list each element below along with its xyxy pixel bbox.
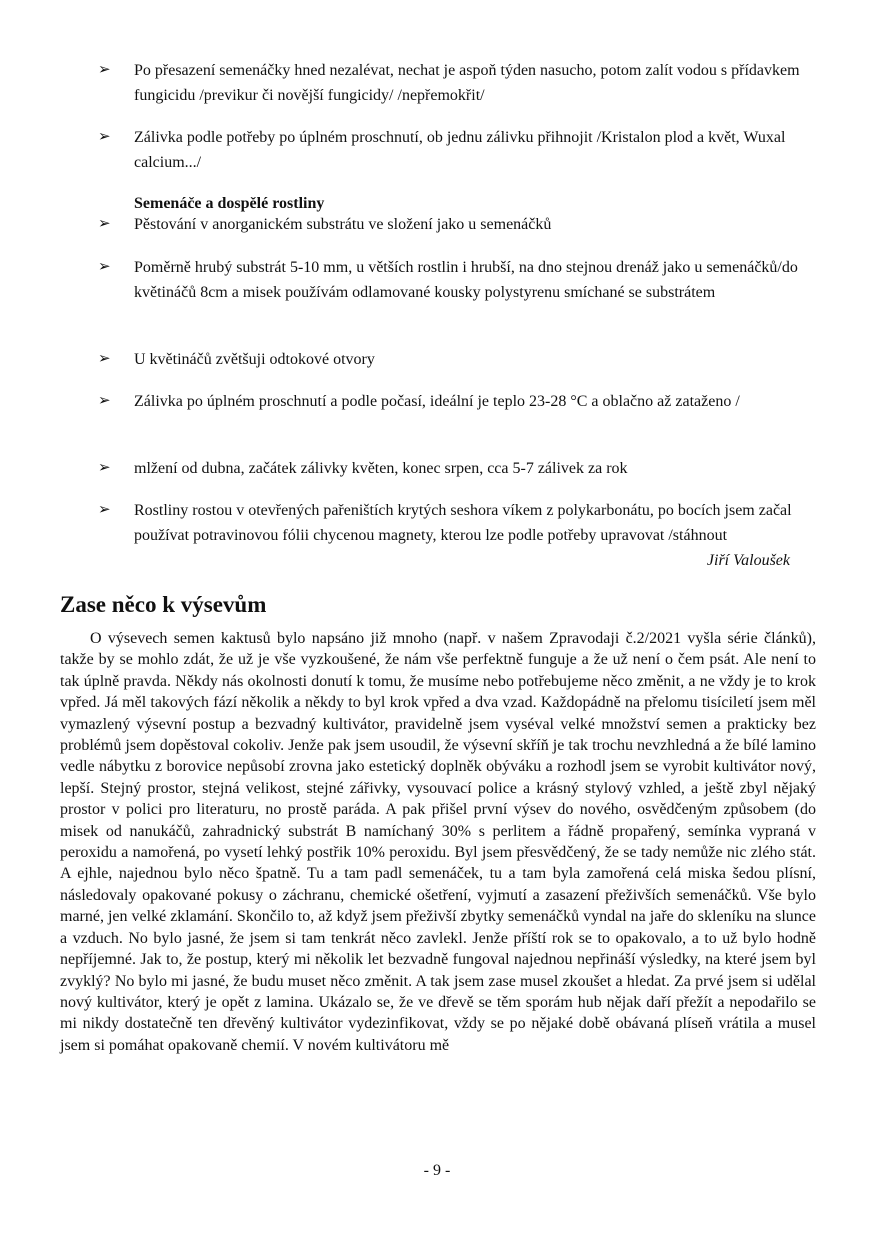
list-item [98, 125, 818, 175]
section-title: Zase něco k výsevům [60, 592, 267, 617]
page-number: - 9 - [423, 1162, 451, 1179]
arrow-bullet-icon: ➢ [98, 62, 111, 78]
arrow-bullet-icon: ➢ [98, 259, 111, 275]
list-item [98, 389, 818, 414]
list-item-text: Pěstování v anorganickém substrátu ve složení jako u semenáčků [134, 216, 552, 233]
list-item-text: Poměrně hrubý substrát 5-10 mm, u větších rostlin i hrubší, na dno stejnou drenáž jako u semenáčků/do květináčů 8cm a misek používám odlamované kousky polystyrenu smíchané se substrátem [134, 259, 798, 301]
arrow-bullet-icon: ➢ [98, 129, 111, 145]
author-signature: Jiří Valoušek [706, 552, 790, 569]
list-item-text: Zálivka podle potřeby po úplném proschnutí, ob jednu zálivku přihnojit /Kristalon plod a květ, Wuxal calcium.../ [134, 129, 786, 171]
arrow-bullet-icon: ➢ [98, 460, 111, 476]
list-item-text: U květináčů zvětšuji odtokové otvory [134, 351, 375, 368]
list-item [98, 255, 818, 305]
list-item-text: mlžení od dubna, začátek zálivky květen, konec srpen, cca 5-7 zálivek za rok [134, 460, 628, 477]
list-item [98, 456, 818, 481]
arrow-bullet-icon: ➢ [98, 502, 111, 518]
arrow-bullet-icon: ➢ [98, 216, 111, 232]
list-item-body: Rostliny rostou v otevřených pařeništích krytých seshora víkem z polykarbonátu, po bocích jsem začal používat potravinovou fólii chycenou magnety, kterou lze podle potřeby upravovat /stáhnout [134, 502, 792, 544]
list-item [98, 58, 818, 108]
arrow-bullet-icon: ➢ [98, 351, 111, 367]
list-item [98, 347, 818, 372]
list-item [98, 498, 818, 573]
arrow-bullet-icon: ➢ [98, 393, 111, 409]
list-item-text: Po přesazení semenáčky hned nezalévat, nechat je aspoň týden nasucho, potom zalít vodou s přídavkem fungicidu /previkur či novější fungicidy/ /nepřemokřit/ [134, 62, 800, 104]
subheading: Semenáče a dospělé rostliny [134, 195, 325, 212]
article-paragraph: O výsevech semen kaktusů bylo napsáno již mnoho (např. v našem Zpravodaji č.2/2021 vyšla série článků), takže by se mohlo zdát, že už je vše vyzkoušené, že nám vše perfektně funguje a že už není o čem psát. Ale není to tak úplně pravda. Někdy nás okolnosti donutí k tomu, že musíme nebo potřebujeme něco změnit, a ne vždy je to krok vpřed. Já měl takových fází několik a někdy to byl krok vpřed a dva vzad. Každopádně na přelomu tisíciletí jsem měl vymazlený výsevní postup a bezvadný kultivátor, pravidelně jsem vyséval velké množství semen a prakticky bez problémů jsem dopěstoval cokoliv. Jenže pak jsem usoudil, že výsevní skříň je tak trochu nevzhledná a že bílé lamino vedle nábytku z borovice nepůsobí zrovna jako estetický doplněk obýváku a rozhodl jsem se vyrobit kultivátor nový, lepší. Stejný prostor, stejná velikost, stejné zářivky, vysouvací police a krásný stylový vzhled, a ještě zbyl nějaký prostor v polici pro literaturu, no prostě paráda. A pak přišel první výsev do nového, osvědčeným způsobem (do misek od nanukáčů, zahradnický substrát B namíchaný 30% s perlitem a řádně propařený, semínka vypraná v peroxidu a namořená, po vysetí lehký postřik 10% peroxidu. Byl jsem přesvědčený, že se tady nemůže nic zlého stát. A ejhle, najednou bylo něco špatně. Tu a tam padl semenáček, tu a tam byla zamořená celá miska šedou plísní, následovaly opakované pokusy o záchranu, chemické ošetření, vyjmutí a zasazení přeživších semenáčků. Vše bylo marné, jen velké zklamání. Skončilo to, až když jsem přeživší zbytky semenáčků vyndal na jaře do skleníku na slunce a vzduch. No bylo jasné, že jsem si tam tenkrát něco zavlekl. Jenže příští rok se to opakovalo, a to už bylo hodně nepříjemné. Jak to, že postup, který mi několik let bezvadně fungoval najednou nepřináší výsledky, na které jsem byl zvyklý? No bylo mi jasné, že budu muset něco změnit. A tak jsem zase musel zkoušet a hledat. Za prvé jsem si udělal nový kultivátor, který je opět z lamina. Ukázalo se, že ve dřevě se těm sporám hub nějak daří přežít a nepodařilo se mi nikdy dostatečně ten dřevěný kultivátor vydezinfikovat, vždy se po nějaké době obávaná plíseň vrátila a musel jsem si pomáhat opakovaně chemií. V novém kultivátoru mě [60, 630, 816, 1054]
list-item-text [134, 498, 818, 569]
list-item-text: Zálivka po úplném proschnutí a podle počasí, ideální je teplo 23-28 °C a oblačno až zataženo / [134, 393, 740, 410]
list-item [98, 212, 818, 237]
